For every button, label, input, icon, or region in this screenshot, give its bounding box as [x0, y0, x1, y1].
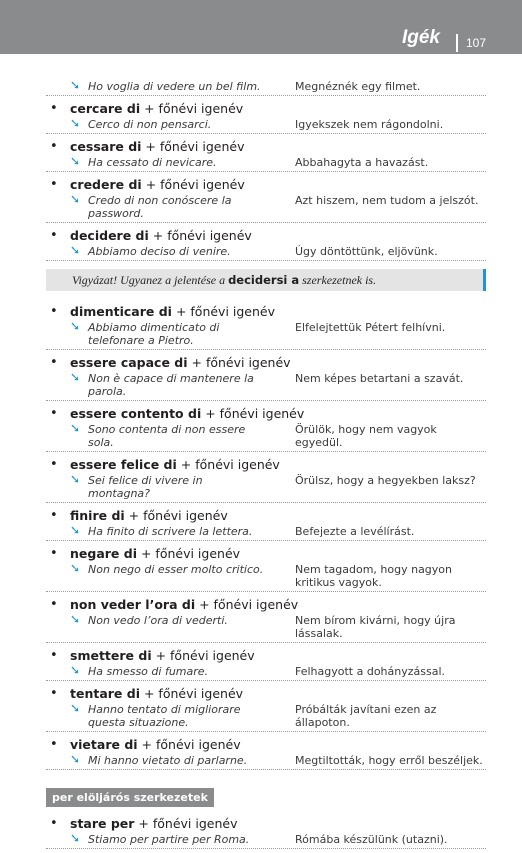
bullet-icon: •	[50, 355, 58, 370]
verb-complement: + főnévi igenév	[187, 355, 291, 370]
example-hungarian: Örülsz, hogy a hegyekben laksz?	[295, 474, 476, 487]
verb-complement: + főnévi igenév	[140, 686, 244, 701]
entry-heading	[46, 227, 486, 245]
page-header	[0, 0, 522, 54]
list-item	[46, 405, 486, 452]
bullet-icon: •	[50, 139, 58, 154]
example-row	[46, 665, 486, 681]
list-item	[46, 596, 486, 643]
bullet-icon: •	[50, 648, 58, 663]
verb-keyword: cessare di	[70, 139, 142, 154]
example-italian: ➘ Ha smesso di fumare.	[70, 663, 209, 678]
entry-heading	[46, 176, 486, 194]
verb-keyword: vietare di	[70, 737, 138, 752]
bullet-icon: •	[50, 406, 58, 421]
warning-note	[46, 269, 486, 291]
section-label: per elöljárós szerkezetek	[46, 788, 214, 807]
example-row	[46, 423, 486, 452]
verb-keyword: smettere di	[70, 648, 152, 663]
example-hungarian: Azt hiszem, nem tudom a jelszót.	[295, 194, 479, 207]
example-hungarian: Úgy döntöttünk, eljövünk.	[295, 245, 438, 258]
list-item	[46, 176, 486, 223]
verb-keyword: non veder l’ora di	[70, 597, 196, 612]
bullet-icon: •	[50, 177, 58, 192]
example-italian: ➘ Non è capace di mantenere la parola.	[70, 370, 254, 398]
list-item	[46, 545, 486, 592]
arrow-icon: ➘	[70, 523, 81, 537]
verb-keyword: negare di	[70, 546, 137, 561]
example-italian: ➘ Ha cessato di nevicare.	[70, 154, 217, 169]
verb-keyword: cercare di	[70, 101, 141, 116]
note-text-end: szerkezetnek is.	[302, 273, 377, 287]
verb-keyword: tentare di	[70, 686, 140, 701]
verb-complement: + főnévi igenév	[140, 101, 244, 116]
arrow-icon: ➘	[70, 561, 81, 575]
bullet-icon: •	[50, 816, 58, 831]
bullet-icon: •	[50, 304, 58, 319]
example-italian: ➘ Non nego di esser molto critico.	[70, 561, 264, 576]
verb-keyword: essere capace di	[70, 355, 188, 370]
example-row	[46, 372, 486, 401]
chapter-title: Igék	[401, 27, 440, 48]
entry-heading	[46, 507, 486, 525]
example-row	[46, 80, 486, 96]
entry-heading	[46, 100, 486, 118]
example-hungarian: Abbahagyta a havazást.	[295, 156, 429, 169]
header-separator	[456, 34, 458, 52]
note-text-start: Vigyázat! Ugyanez a jelentése a	[72, 273, 226, 287]
entry-heading	[46, 596, 486, 614]
verb-complement: + főnévi igenév	[134, 816, 238, 831]
list-item	[46, 354, 486, 401]
bullet-icon: •	[50, 546, 58, 561]
entry-heading	[46, 456, 486, 474]
example-row	[46, 245, 486, 261]
verb-keyword: credere di	[70, 177, 142, 192]
verb-complement: + főnévi igenév	[171, 304, 276, 319]
verb-complement: + főnévi igenév	[151, 648, 255, 663]
page-content	[46, 80, 486, 853]
example-row	[46, 754, 486, 770]
verb-keyword: essere contento di	[70, 406, 202, 421]
example-row	[46, 833, 486, 849]
example-hungarian: Befejezte a levélírást.	[295, 525, 415, 538]
arrow-icon: ➘	[70, 319, 81, 333]
example-hungarian: Rómába készülünk (utazni).	[295, 833, 448, 846]
example-italian: ➘ Abbiamo deciso di venire.	[70, 243, 231, 258]
arrow-icon: ➘	[70, 472, 81, 486]
arrow-icon: ➘	[70, 612, 81, 626]
list-item	[46, 507, 486, 541]
example-hungarian: Megtiltották, hogy erről beszéljek.	[295, 754, 483, 767]
arrow-icon: ➘	[70, 116, 81, 130]
example-italian: ➘ Non vedo l’ora di vederti.	[70, 612, 228, 627]
bullet-icon: •	[50, 457, 58, 472]
example-hungarian: Felhagyott a dohányzással.	[295, 665, 446, 678]
list-item	[46, 80, 486, 96]
verb-complement: + főnévi igenév	[148, 228, 252, 243]
example-italian: ➘ Hanno tentato di migliorare questa situazione.	[70, 701, 241, 729]
example-row	[46, 321, 486, 350]
example-hungarian: Nem bírom kivárni, hogy újra lássalak.	[295, 614, 456, 640]
entry-heading	[46, 736, 486, 754]
example-italian: ➘ Abbiamo dimenticato di telefonare a Pietro.	[70, 319, 220, 347]
bullet-icon: •	[50, 101, 58, 116]
example-row	[46, 525, 486, 541]
verb-keyword: dimenticare di	[70, 304, 172, 319]
verb-complement: + főnévi igenév	[141, 177, 245, 192]
entry-heading	[46, 815, 486, 833]
list-item	[46, 227, 486, 261]
example-hungarian: Megnéznék egy filmet.	[295, 80, 421, 93]
example-italian: ➘ Sei felice di vivere in montagna?	[70, 472, 203, 500]
example-row	[46, 474, 486, 503]
arrow-icon: ➘	[70, 154, 81, 168]
example-italian: ➘ Sono contenta di non essere sola.	[70, 421, 246, 449]
arrow-icon: ➘	[70, 192, 81, 206]
entry-heading	[46, 685, 486, 703]
entry-heading	[46, 303, 486, 321]
arrow-icon: ➘	[70, 663, 81, 677]
entry-heading	[46, 545, 486, 563]
verb-complement: + főnévi igenév	[201, 406, 305, 421]
verb-complement: + főnévi igenév	[124, 508, 228, 523]
example-italian: ➘ Ho voglia di vedere un bel film.	[70, 78, 261, 93]
example-italian: ➘ Cerco di non pensarci.	[70, 116, 212, 131]
verb-complement: + főnévi igenév	[137, 546, 241, 561]
example-hungarian: Elfelejtettük Pétert felhívni.	[295, 321, 446, 334]
bullet-icon: •	[50, 597, 58, 612]
example-row	[46, 614, 486, 643]
example-italian: ➘ Mi hanno vietato di parlarne.	[70, 752, 248, 767]
verb-complement: + főnévi igenév	[176, 457, 280, 472]
verb-complement: + főnévi igenév	[141, 139, 245, 154]
arrow-icon: ➘	[70, 701, 81, 715]
bullet-icon: •	[50, 508, 58, 523]
verb-keyword: finire di	[70, 508, 125, 523]
entry-heading	[46, 647, 486, 665]
list-item	[46, 100, 486, 134]
bullet-icon: •	[50, 686, 58, 701]
example-italian: ➘ Credo di non conóscere la password.	[70, 192, 232, 220]
example-italian: ➘ Ha finito di scrivere la lettera.	[70, 523, 253, 538]
entry-heading	[46, 405, 486, 423]
verb-keyword: decidere di	[70, 228, 149, 243]
example-hungarian: Próbálták javítani ezen az állapoton.	[295, 703, 437, 729]
verb-keyword: stare per	[70, 816, 135, 831]
note-keyword: decidersi a	[228, 273, 300, 287]
example-row	[46, 118, 486, 134]
verb-keyword: essere felice di	[70, 457, 177, 472]
verb-complement: + főnévi igenév	[137, 737, 241, 752]
example-row	[46, 194, 486, 223]
list-item	[46, 303, 486, 350]
arrow-icon: ➘	[70, 243, 81, 257]
example-hungarian: Nem tagadom, hogy nagyon kritikus vagyok.	[295, 563, 453, 589]
example-row	[46, 156, 486, 172]
example-row	[46, 703, 486, 732]
example-hungarian: Nem képes betartani a szavát.	[295, 372, 464, 385]
entry-heading	[46, 354, 486, 372]
entry-heading	[46, 138, 486, 156]
arrow-icon: ➘	[70, 752, 81, 766]
example-hungarian: Igyekszek nem rágondolni.	[295, 118, 444, 131]
example-italian: ➘ Stiamo per partire per Roma.	[70, 831, 250, 846]
list-item	[46, 736, 486, 770]
arrow-icon: ➘	[70, 370, 81, 384]
list-item	[46, 815, 486, 849]
arrow-icon: ➘	[70, 421, 81, 435]
bullet-icon: •	[50, 737, 58, 752]
verb-complement: + főnévi igenév	[195, 597, 299, 612]
example-hungarian: Örülök, hogy nem vagyok egyedül.	[295, 423, 437, 449]
arrow-icon: ➘	[70, 78, 81, 92]
list-item	[46, 685, 486, 732]
example-row	[46, 563, 486, 592]
bullet-icon: •	[50, 228, 58, 243]
list-item	[46, 647, 486, 681]
list-item	[46, 138, 486, 172]
page-number: 107	[466, 36, 487, 50]
list-item	[46, 456, 486, 503]
arrow-icon: ➘	[70, 831, 81, 845]
